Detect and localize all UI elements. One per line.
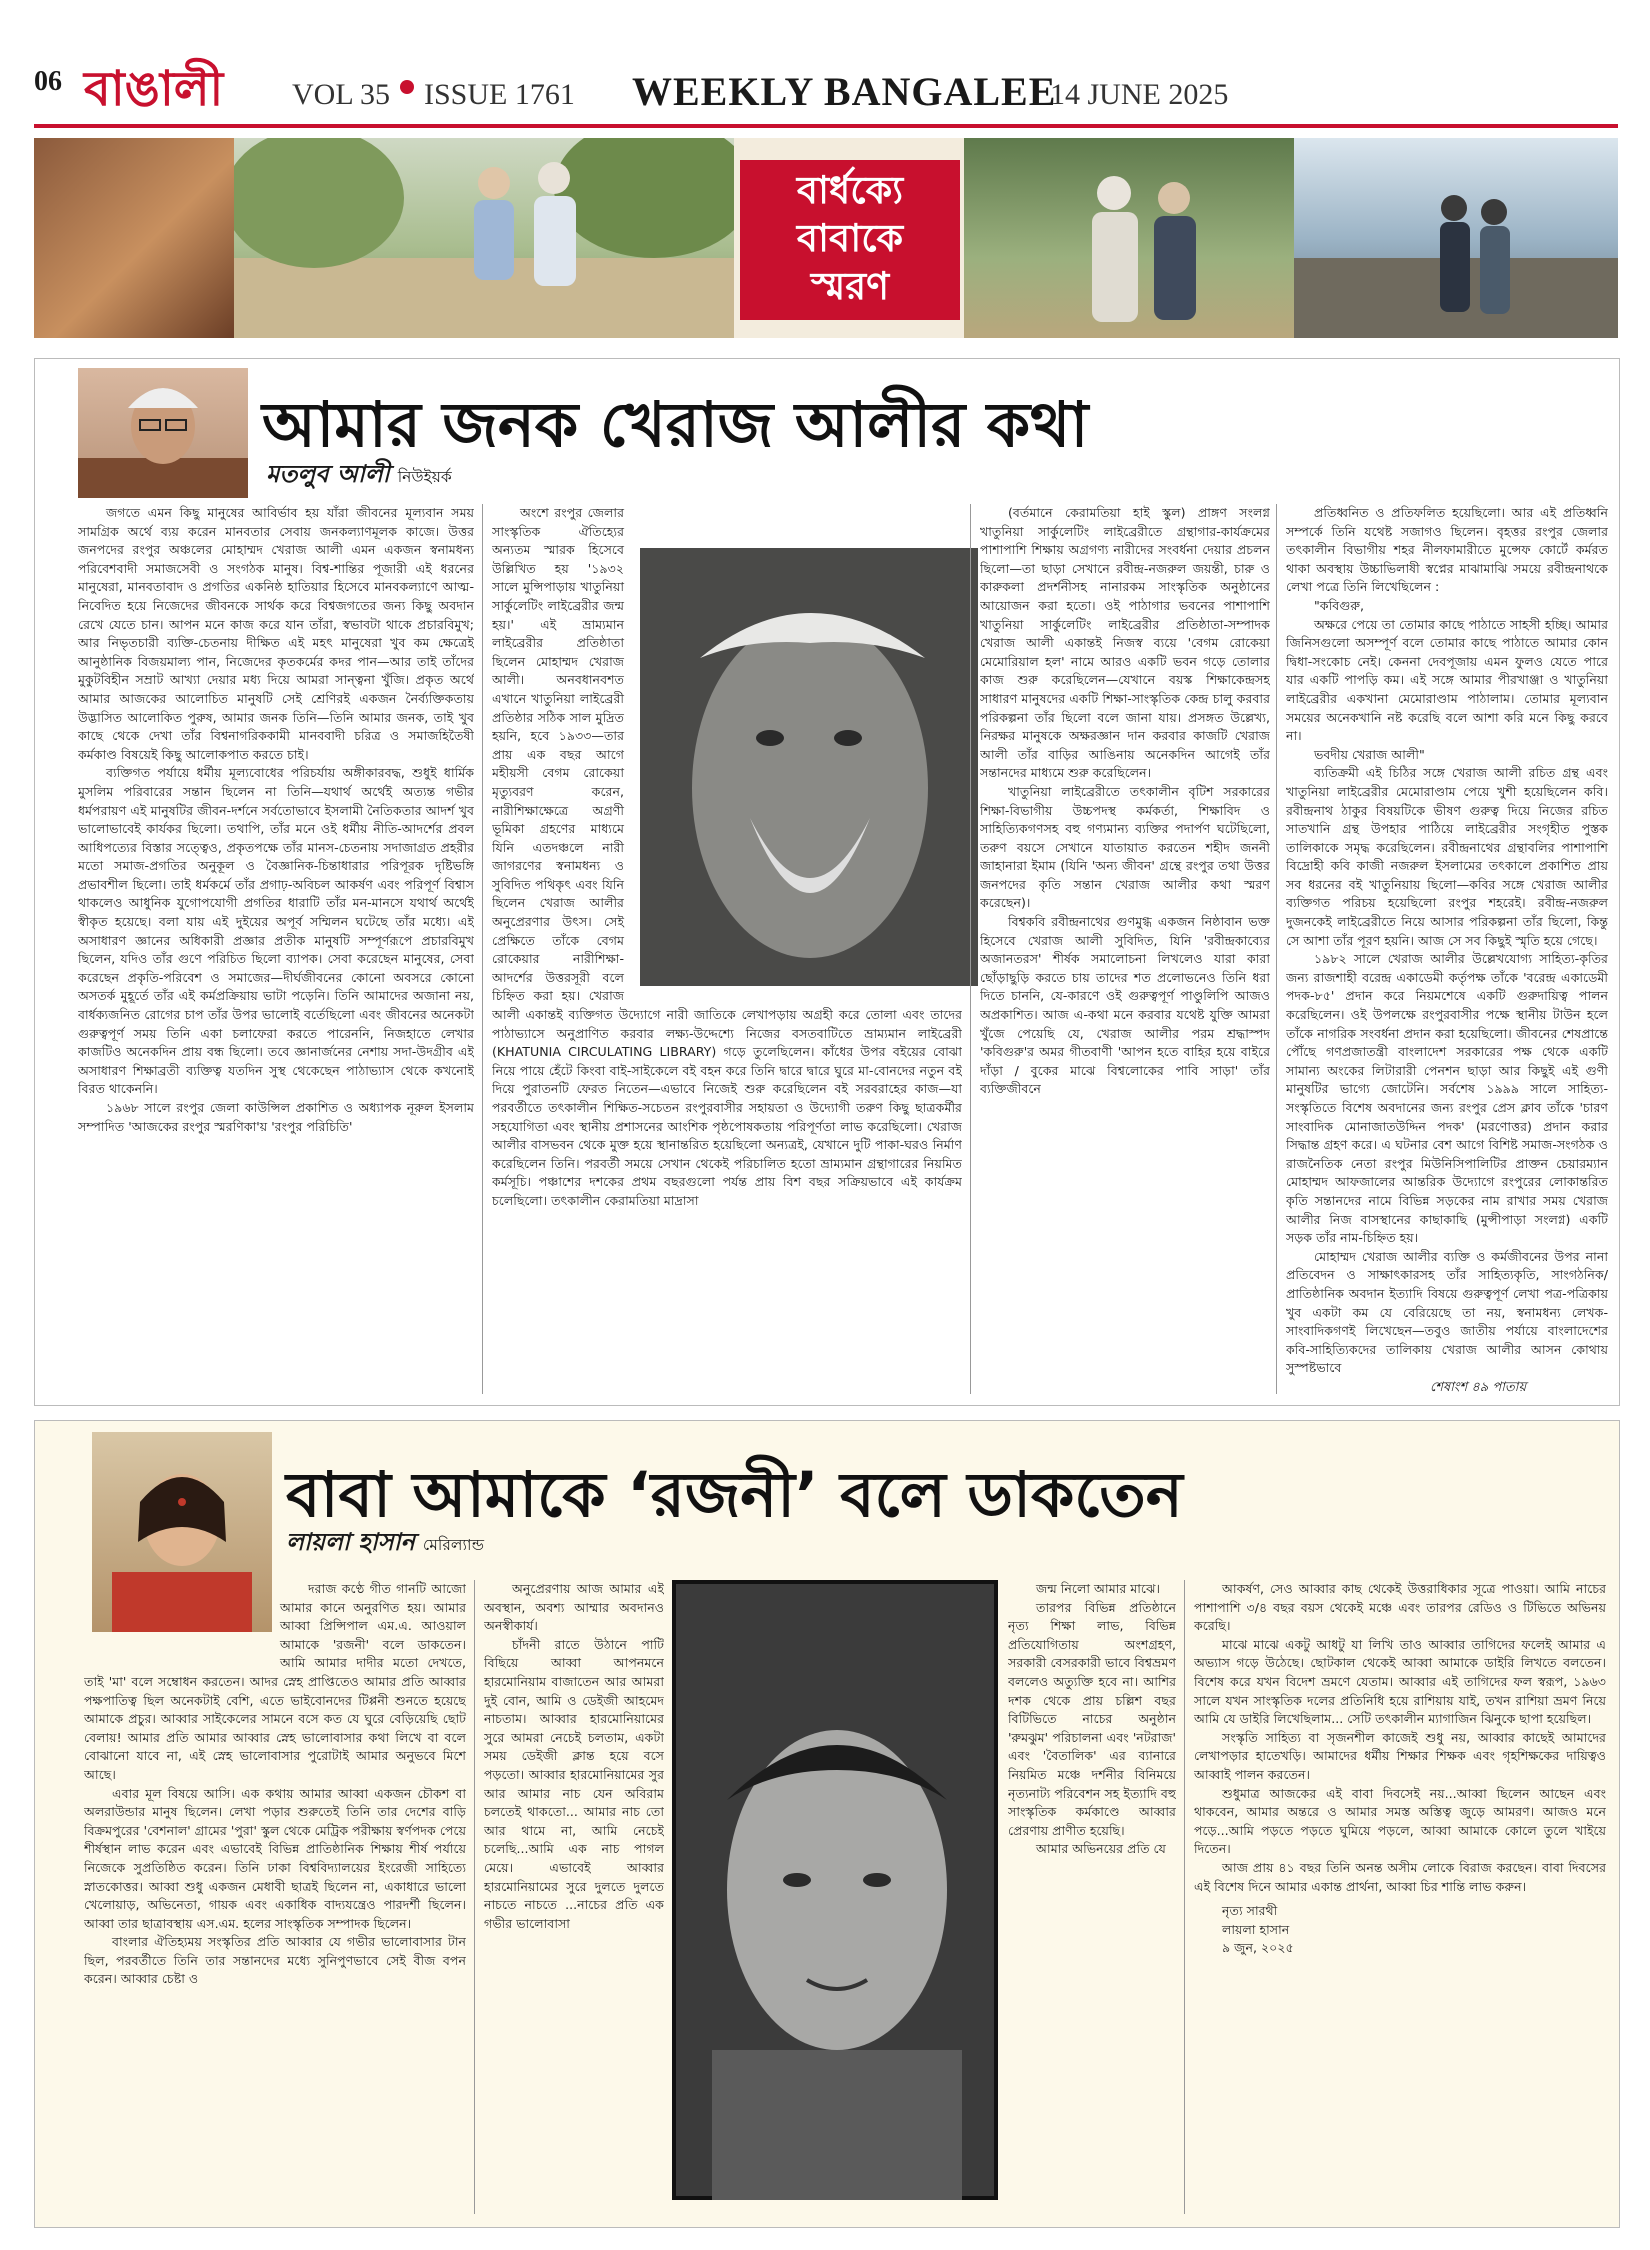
byline (266, 456, 452, 496)
signature-block (1194, 1902, 1606, 1958)
column-divider (1184, 1580, 1185, 2214)
paragraph: অনুপ্রেরণায় আজ আমার এই অবস্থান, অবশ্য আম্মার অবদানও অনস্বীকার্য। (484, 1581, 664, 1634)
paper-name: WEEKLY BANGALEE (632, 69, 1057, 114)
paragraph: বাংলার ঐতিহ্যময় সংস্কৃতির প্রতি আব্বার যে গভীর ভালোবাসার টান ছিল, পরবর্তীতে তিনি তার সন্তানদের মধ্যে সুনিপুণভাবে সেই বীজ বপন করেন। আব্বার চেষ্টা ও (84, 1934, 466, 1987)
letter-signoff: ভবদীয় খেরাজ আলী" (1314, 746, 1425, 762)
volume-label: VOL 35 (292, 78, 391, 111)
banner-heading (740, 160, 960, 320)
newspaper-logo: বাঙালী (84, 61, 224, 117)
author-name: মতলুব আলী (266, 460, 390, 488)
paragraph: প্রতিধ্বনিত ও প্রতিফলিত হয়েছিলো। আর এই প্রতিধ্বনি সম্পর্কে তিনি যথেষ্ট সজাগও ছিলেন। বৃহত্তর রংপুর জেলার তৎকালীন বিভাগীয় শহর নীলফামারীতে মুন্সেফ কোর্টে কর্মরত থাকা অবস্থায় উচ্চাভিলাষী স্বপ্নের মাঝামাঝি সময়ে রবীন্দ্রনাথকে লেখা পত্রে তিনি লিখেছিলেন : (1286, 505, 1608, 595)
letter-body: অক্ষরে পেয়ে তা তোমার কাছে পাঠাতে সাহসী হচ্ছি। আমার জিনিসগুলো অসম্পূর্ণ বলে তোমার কাছে পাঠাতে আমার কোন দ্বিধা-সংকোচ নেই। কেননা দেবপূজায় এমন ফুলও যেতে পারে যার একটি পাপড়ি কম। এই সঙ্গে আমার পীরখাঞ্জা ও খাতুনিয়া লাইব্রেরীর একখানা মেমোরাণ্ডাম পাঠালাম। তোমার মূল্যবান সময়ের অনেকখানি নষ্ট করেছি বলে আশা করি মনে কিছু করবে না। (1286, 616, 1608, 744)
article-title: আমার জনক খেরাজ আলীর কথা (262, 388, 1089, 461)
banner-photo-hands (34, 138, 234, 338)
paragraph: সংস্কৃতি সাহিত্য বা সৃজনশীল কাজেই শুধু নয়, আব্বার কাছেই আমাদের লেখাপড়ার হাতেখড়ি। আমাদের ধর্মীয় শিক্ষার শিক্ষক এবং গৃহশিক্ষকের দায়িত্বও আব্বাই পালন করতেন। (1194, 1729, 1606, 1782)
banner-photo-elderly-pair (964, 138, 1294, 338)
author-location: নিউইয়র্ক (397, 468, 452, 486)
article-column (492, 504, 962, 1394)
paragraph: মাঝে মাঝে একটু আধটু যা লিখি তাও আব্বার তাগিদের ফলেই আমার এ অভ্যাস গড়ে উঠেছে। ছোটকাল থেকেই আব্বা আমাকে ডাইরি লিখতে বলতেন। বিশেষ করে যখন বিদেশ ভ্রমণে যেতাম। আব্বার এই তাগিদের ফল স্বরূপ, ১৯৬৩ সালে যখন সাংস্কৃতিক দলের প্রতিনিধি হয়ে রাশিয়ায় যাই, তখন রাশিয়া ভ্রমণ নিয়ে আমি যে ডাইরি লিখেছিলাম... সেটি তৎকালীন ম্যাগাজিন ঝিনুকে ছাপা হয়েছিল। (1194, 1636, 1606, 1727)
banner-heading-line: বার্ধক্যে (796, 168, 904, 212)
paragraph: আমার অভিনয়ের প্রতি যে (1036, 1841, 1166, 1857)
banner-heading-line: স্মরণ (810, 264, 890, 308)
paragraph: আকর্ষণ, সেও আব্বার কাছ থেকেই উত্তরাধিকার সূত্রে পাওয়া। আমি নাচের পাশাপাশি ৩/৪ বছর বয়স থেকেই মঞ্চে এবং তারপর রেডিও ও টিভিতে অভিনয় করেছি। (1194, 1581, 1606, 1634)
paragraph: জগতে এমন কিছু মানুষের আবির্ভাব হয় যাঁরা জীবনের মূল্যবান সময় সামগ্রিক অর্থে ব্যয় করেন মানবতার সেবায় জনকল্যাণমূলক কাজে। উত্তর জনপদের রংপুর অঞ্চলের মোহাম্মদ খেরাজ আলী এমন একজন স্বনামধন্য পরিবেশবাদী সমাজসেবী ও সংগঠক মানুষ। বিশ্ব-শান্তির পূজারী এই ধরনের মানুষেরা, মানবতাবাদ ও প্রগতির একনিষ্ঠ হাতিয়ার হিসেবে মানবকল্যাণে আত্ম-নিবেদিত হয়ে নিজেদের জীবনকে সার্থক করে বিশ্বজগতের জন্য কিছু অবদান রেখে যেতে চান। আপন মনে কাজ করে যান তাঁরা, স্বভাবটা থাকে প্রচারবিমুখ; আর নিভৃতচারী ব্যক্তি-চেতনায় দীক্ষিত এই মহৎ মানুষেরা খুব কম ক্ষেত্রেই আনুষ্ঠানিক বিজয়মাল্য পান, নিজেদের কৃতকর্মের কদর পান—আর তাই তাঁদের মুকুটবিহীন সম্রাট আখ্যা দেয়ার মধ্য দিয়ে আমরা সান্ত্বনা খুঁজি। প্রকৃত অর্থে আমার আজকের আলোচিত মানুষটি সেই শ্রেণিরই একজন নৈর্ব্যক্তিকতায় উদ্ভাসিত আলোকিত পুরুষ, আমার জনক তিনি—তিনি আমার জনক, তাই খুব কাছে থেকে দেখা তাঁর বিশ্বনাগরিককামী মানববাদী চরিত্র ও সমাজহিতৈষী কর্মকাণ্ড বিষয়েই কিছু আলোকপাত করতে চাই। (78, 505, 474, 762)
page-number: 06 (34, 66, 62, 97)
letter-salutation: "কবিগুরু, (1314, 597, 1365, 613)
photo-spacer (624, 504, 962, 1004)
author-name: লায়লা হাসান (286, 1528, 415, 1556)
article-column (1286, 504, 1608, 1376)
signature-line: ৯ জুন, ২০২৫ (1222, 1940, 1294, 1956)
issue-date: 14 JUNE 2025 (1050, 78, 1229, 111)
paragraph: (বর্তমানে কেরামতিয়া হাই স্কুল) প্রাঙ্গণ সংলগ্ন খাতুনিয়া সার্কুলেটিং লাইব্রেরীতে গ্রন্থাগার-কার্যক্রমের পাশাপাশি শিক্ষায় অগ্রগণ্য নারীদের সংবর্ধনা দেয়ার প্রচলন ছিলো—তা ছাড়া সেখানে রবীন্দ্র-নজরুল জয়ন্তী, চারু ও কারুকলা প্রদর্শনীসহ নানারকম সাংস্কৃতিক অনুষ্ঠানের আয়োজন করা হতো। ওই পাঠাগার ভবনের পাশাপাশি খাতুনিয়া সার্কুলেটিং লাইব্রেরীর প্রতিষ্ঠাতা-সম্পাদক খেরাজ আলী একান্তই নিজস্ব ব্যয়ে 'বেগম রোকেয়া মেমোরিয়াল হল' নামে আরও একটি ভবন গড়ে তোলার কাজ শুরু করেছিলেন—যেখানে বয়স্ক শিক্ষাকেন্দ্রসহ সাধারণ মানুষদের একটি শিক্ষা-সাংস্কৃতিক কেন্দ্র চালু করবার পরিকল্পনা তাঁর ছিলো বলে জানা যায়। প্রসঙ্গত উল্লেখ্য, নিরক্ষর মানুষকে অক্ষরজ্ঞান দান করবার কাজটি খেরাজ আলী তাঁর বাড়ির আঙিনায় অনেকদিন আগেই তাঁর সন্তানদের মাধ্যমে শুরু করেছিলেন। (980, 505, 1270, 781)
article-column (1008, 1580, 1176, 2214)
article-title: বাবা আমাকে ‘রজনী’ বলে ডাকতেন (286, 1458, 1183, 1531)
banner-photo-walking-couple (234, 138, 734, 338)
photo-spacer (84, 1580, 280, 1666)
signature-line: লায়লা হাসান (1222, 1921, 1290, 1937)
paragraph: ব্যক্তিগত পর্যায়ে ধর্মীয় মূল্যবোধের পরিচর্যায় অঙ্গীকারবদ্ধ, শুধুই ধার্মিক মুসলিম পরিবারের সন্তান ছিলেন না তিনি—যথার্থ অর্থেই অত্যন্ত গভীর ধর্মপরায়ণ এই মানুষটির জীবন-দর্শনে সর্বতোভাবে ইসলামী নৈতিকতার আদর্শ খুব ভালোভাবেই কার্যকর ছিলো। তথাপি, তাঁর মনে ওই ধর্মীয় নীতি-আদর্শের প্রবল আধিপত্যের বিস্তার সত্ত্বেও, প্রকৃতপক্ষে তাঁর মানস-চেতনায় সদাজাগ্রত প্রহরীর মতো সমাজ-প্রগতির অনুকূল ও বৈজ্ঞানিক-চিন্তাধারার পরিপূরক দৃষ্টিভঙ্গি প্রভাবশীল ছিলো। তাই ধর্মকর্মে তাঁর প্রগাঢ়-অবিচল আকর্ষণ এবং পরিপূর্ণ বিশ্বাস থাকলেও আধুনিক যুগোপযোগী প্রগতির ধারাটি তাঁর মন-মানসে যথার্থ অর্থেই স্বীকৃত হয়েছে। বলা যায় এই দুইয়ের অপূর্ব সম্মিলন ঘটেছে তাঁর মধ্যে। এই অসাধারণ জ্ঞানের অধিকারী প্রজ্ঞার প্রতীক মানুষটি সম্পূর্ণরূপে প্রচারবিমুখ ছিলেন, যদিও তাঁর গুণে পরিচিত ছিলো ব্যাপক। সেবা করেছেন মানুষের, সেবা করেছেন প্রকৃতি-পরিবেশ ও সমাজের—দীর্ঘজীবনের কোনো অবসরে কোনো অসতর্ক মুহূর্তে তাঁর এই কর্মপ্রক্রিয়ায় ভাটা পড়েনি। তিনি আমাদের অজানা নয়, বার্ধক্যজনিত রোগের চাপ তাঁর উপর ভালোই বর্তেছিলো এবং জীবনের অনেকটা গুরুত্বপূর্ণ সময় তিনি একা চলাফেরা করতে পারেননি, নিজহাতে লেখার কাজটিও অনেকদিন প্রায় বন্ধ ছিলো। তবে জ্ঞানার্জনের নেশায় সদা-উদগ্রীব এই অসাধারণ শিক্ষাব্রতী ব্যক্তিত্ব যতদিন সুস্থ থেকেছেন পাঠাভ্যাস থেকে কখনোই বিরত থাকেননি। (78, 765, 474, 1097)
column-divider (482, 504, 483, 1394)
banner-heading-line: বাবাকে (796, 216, 904, 260)
father-photo (672, 1580, 998, 2200)
paragraph: চাঁদনী রাতে উঠানে পাটি বিছিয়ে আব্বা আপনমনে হারমোনিয়াম বাজাতেন আর আমরা দুই বোন, আমি ও ডেইজী আহমেদ নাচতাম। আব্বার হারমোনিয়ামের সুরে আমরা নেচেই চলতাম, একটা সময় ডেইজী ক্লান্ত হয়ে বসে পড়তো। আব্বার হারমোনিয়ামের সুর আর আমার নাচ যেন অবিরাম চলতেই থাকতো... আমার নাচ তো আর থামে না, আমি নেচেই চলেছি...আমি এক নাচ পাগল মেয়ে। এভাবেই আব্বার হারমোনিয়ামের সুরে দুলতে দুলতে নাচতে নাচতে ...নাচের প্রতি এক গভীর ভালোবাসা (484, 1636, 664, 1931)
signature-line: নৃত্য সারথী (1222, 1903, 1278, 1919)
masthead-rule (34, 124, 1618, 128)
column-divider (1276, 504, 1277, 1394)
article-column (84, 1580, 466, 2214)
column-divider (474, 1580, 475, 2214)
issue-label: ISSUE 1761 (424, 78, 575, 111)
author-location: মেরিল্যান্ড (422, 1536, 485, 1554)
paragraph: ১৯৮২ সালে খেরাজ আলীর উল্লেখযোগ্য সাহিত্য-কৃতির জন্য রাজশাহী বরেন্দ্র একাডেমী কর্তৃপক্ষ তাঁকে 'বরেন্দ্র একাডেমী পদক-৮৫' প্রদান করে নিয়মশেষে একটি গুরুদায়িত্ব পালন করেছিলেন। ওই উপলক্ষে রংপুরবাসীর পক্ষে স্থানীয় টাউন হলে তাঁকে নাগরিক সংবর্ধনা প্রদান করা হয়েছিলো। জীবনের শেষপ্রান্তে পৌঁছে গণপ্রজাতন্ত্রী বাংলাদেশ সরকারের পক্ষ থেকে একটি সামান্য অংকের লিটারারী পেনশন ছাড়া আর কিছুই এই গুণী মানুষটির ভাগ্যে জোটেনি। সর্বশেষ ১৯৯৯ সালে সাহিত্য-সংস্কৃতিতে বিশেষ অবদানের জন্য রংপুর প্রেস ক্লাব তাঁকে 'চারণ সাংবাদিক মোনাজাতউদ্দিন পদক' (মরণোত্তর) প্রদান করার সিদ্ধান্ত গ্রহণ করে। এ ঘটনার বেশ আগে বিশিষ্ট সমাজ-সংগঠক ও রাজনৈতিক নেতা রংপুর মিউনিসিপালিটির প্রাক্তন চেয়ারম্যান মোহাম্মদ আফজালের আন্তরিক উদ্যোগে রংপুরের লোকান্তরিত কৃতি সন্তানদের নামে বিভিন্ন সড়কের নাম রাখার সময় খেরাজ আলীর নিজ বাসস্থানের কাছাকাছি (মুন্সীপাড়া সংলগ্ন) একটি সড়ক তাঁর নাম-চিহ্নিত হয়। (1286, 951, 1608, 1246)
paragraph: জন্ম নিলো আমার মাঝে। (1036, 1581, 1161, 1596)
paragraph: মোহাম্মদ খেরাজ আলীর ব্যক্তি ও কর্মজীবনের উপর নানা প্রতিবেদন ও সাক্ষাৎকারসহ তাঁর সাহিত্যকৃতি, সাংগঠনিক/প্রাতিষ্ঠানিক অবদান ইত্যাদি বিষয়ে গুরুত্বপূর্ণ লেখা পত্র-পত্রিকায় খুব একটা কম যে বেরিয়েছে তা নয়, স্বনামধন্য লেখক-সাংবাদিকগণই লিখেছেন—তবুও জাতীয় পর্যায়ে বাংলাদেশের কবি-সাহিত্যিকদের তালিকায় খেরাজ আলীর আসন কোথায় সুস্পষ্টভাবে (1286, 1248, 1608, 1376)
separator-dot-icon (400, 80, 414, 94)
author-photo (78, 368, 248, 498)
article-column (1194, 1580, 1606, 2214)
paragraph: ১৯৬৮ সালে রংপুর জেলা কাউন্সিল প্রকাশিত ও অধ্যাপক নূরুল ইসলাম সম্পাদিত 'আজকের রংপুর স্মরণিকা'য় 'রংপুর পরিচিতি' (78, 1100, 474, 1134)
paragraph: তারপর বিভিন্ন প্রতিষ্ঠানে নৃত্য শিক্ষা লাভ, বিভিন্ন প্রতিযোগিতায় অংশগ্রহণ, সরকারী বেসরকারী ভাবে বিশ্বভ্রমণ বললেও অত্যুক্তি হবে না। আশির দশক থেকে প্রায় চল্লিশ বছর বিটিভিতে নাচের অনুষ্ঠান 'রুমঝুম' পরিচালনা এবং 'নটরাজ' এবং 'বৈতালিক' এর ব্যানারে নিয়মিত মঞ্চে দর্শনীর বিনিময়ে নৃত্যনাট্য পরিবেশন সহ ইত্যাদি বহু সাংস্কৃতিক কর্মকাণ্ডে আব্বার প্রেরণায় প্রাণীত হয়েছি। (1008, 1599, 1176, 1838)
banner-photo-seaside (1294, 138, 1618, 338)
paragraph: বিশ্বকবি রবীন্দ্রনাথের গুণমুগ্ধ একজন নিষ্ঠাবান ভক্ত হিসেবে খেরাজ আলী সুবিদিত, যিনি 'রবীন্দ্রকাব্যের অজানতরস' শীর্ষক সমালোচনা লিখলেও যারা কারা ছোঁড়াছুড়ি করতে চায় তাদের শত প্রলোভনেও তিনি ধরা দিতে চাননি, যে-কারণে ওই গুরুত্বপূর্ণ পাণ্ডুলিপি আজও অপ্রকাশিত। আজ এ-কথা মনে করবার যথেষ্ট যুক্তি আমরা খুঁজে পেয়েছি যে, খেরাজ আলীর পরম শ্রদ্ধাস্পদ 'কবিগুরু'র অমর গীতবাণী 'আপন হতে বাহির হয়ে বাইরে দাঁড়া / বুকের মাঝে বিশ্বলোকের পাবি সাড়া' তাঁর ব্যক্তিজীবনে (980, 914, 1270, 1097)
article-column (980, 504, 1270, 1394)
column-divider (970, 504, 971, 1394)
article-column (484, 1580, 664, 2214)
paragraph: এবার মূল বিষয়ে আসি। এক কথায় আমার আব্বা একজন চৌকশ বা অলরাউন্ডার মানুষ ছিলেন। লেখা পড়ার শুরুতেই তিনি তার দেশের বাড়ি বিক্রমপুরের 'বেশনাল' গ্রামের 'পুরা' স্কুল থেকে মেট্রিক পরীক্ষায় স্বর্ণপদক পেয়ে শীর্ষস্থান লাভ করেন এবং এভাবেই বিভিন্ন প্রাতিষ্ঠানিক শিক্ষায় শীর্ষ পর্যায়ে নিজেকে সুপ্রতিষ্ঠিত করেন। তিনি ঢাকা বিশ্ববিদ্যালয়ের ইংরেজী সাহিত্যে স্নাতকোত্তর। আব্বা শুধু একজন মেধাবী ছাত্রই ছিলেন না, একাধারে ভালো খেলোয়াড়, অভিনেতা, গায়ক এবং একাধিক বাদ্যযন্ত্রেও পারদর্শী ছিলেন। আব্বা তার ছাত্রাবস্থায় এস.এম. হলের সাংস্কৃতিক সম্পাদক ছিলেন। (84, 1785, 466, 1931)
paragraph: অংশে রংপুর জেলার সাংস্কৃতিক ঐতিহ্যের অন্যতম স্মারক হিসেবে উল্লিখিত হয় '১৯৩২ সালে মুন্সিপাড়ায় খাতুনিয়া সার্কুলেটিং লাইব্রেরীর জন্ম হয়।' এই ভ্রাম্যমান লাইব্রেরীর প্রতিষ্ঠাতা ছিলেন মোহাম্মদ খেরাজ আলী। অনবধানবশত এখানে খাতুনিয়া লাইব্রেরী প্রতিষ্ঠার সঠিক সাল মুদ্রিত হয়নি, হবে ১৯৩৩—তার প্রায় এক বছর আগে মহীয়সী বেগম রোকেয়া মৃত্যুবরণ করেন, নারীশিক্ষাক্ষেত্রে অগ্রণী ভূমিকা গ্রহণের মাধ্যমে যিনি এতদঞ্চলে নারী জাগরণের স্বনামধন্য ও সুবিদিত পথিকৃৎ এবং যিনি ছিলেন খেরাজ আলীর অনুপ্রেরণার উৎস। সেই প্রেক্ষিতে তাঁকে বেগম রোকেয়ার নারীশিক্ষা-আদর্শের উত্তরসূরী বলে চিহ্নিত করা হয়। খেরাজ আলী একান্তই ব্যক্তিগত উদ্যোগে নারী জাতিকে লেখাপড়ায় অগ্রহী করে তোলা এবং তাদের পাঠাভ্যাসে অনুপ্রাণিত করবার লক্ষ্য-উদ্দেশ্যে নিজের বসতবাটিতে ভ্রাম্যমান লাইব্রেরী (KHATUNIA CIRCULATING LIBRARY) গড়ে তুলেছিলেন। কাঁধের উপর বইয়ের বোঝা নিয়ে পায়ে হেঁটে কিংবা বাই-সাইকেলে বই বহন করে তিনি দ্বারে দ্বারে ঘুরে মা-বোনদের নতুন বই দিয়ে পুরাতনটি ফেরত নিতেন—এভাবে নিজেই শুরু করেছিলেন বই সরবরাহের কাজ—যা পরবর্তীতে তৎকালীন শিক্ষিত-সচেতন রংপুরবাসীর সহায়তা ও উদ্যোগী তরুণ কিছু ছাত্রকর্মীর সহযোগিতা এবং স্থানীয় প্রশাসনের আংশিক পৃষ্ঠপোষকতায় পরিপূর্ণতা লাভ করেছিলো। খেরাজ আলীর বাসভবন থেকে মুক্ত হয়ে স্থানান্তরিত হয়েছিলো অন্যত্রই, যেখানে দুটি পাকা-ঘরও নির্মাণ করেছিলেন তিনি। পরবর্তী সময়ে সেখান থেকেই পরিচালিত হতো ভ্রাম্যমান গ্রন্থাগারের নিয়মিত কর্মসূচি। পঞ্চাশের দশকের প্রথম বছরগুলো পর্যন্ত প্রায় বিশ বছর সক্রিয়ভাবে এই কার্যক্রম চলেছিলো। তৎকালীন কেরামতিয়া মাদ্রাসা (492, 505, 962, 1208)
continued-note: শেষাংশ ৪৯ পাতায় (1430, 1380, 1527, 1395)
article-column (78, 504, 474, 1394)
byline (286, 1524, 484, 1564)
paragraph: দরাজ কণ্ঠে গীত গানটি আজো আমার কানে অনুরণিত হয়। আমার আব্বা প্রিন্সিপাল এম.এ. আওয়াল আমাকে 'রজনী' বলে ডাকতেন। আমি আমার দাদীর মতো দেখতে, তাই 'মা' বলে সম্বোধন করতেন। আদর স্নেহ প্রাপ্তিতেও আমার প্রতি আব্বার পক্ষপাতিত্ব ছিল অনেকটাই বেশি, এতে ভাইবোনদের টিপ্পনী শুনতে হয়েছে আমাকে প্রচুর। আব্বার সাইকেলের সামনে বসে কত যে ঘুরে বেড়িয়েছি ছোট বেলায়! আমার প্রতি আমার আব্বার স্নেহ ভালোবাসার কথা লিখে বা বলে বোঝানো যাবে না, এই স্নেহ ভালোবাসার পুরোটাই আমার অনুভবে মিশে আছে। (84, 1581, 466, 1782)
paragraph: শুধুমাত্র আজকের এই বাবা দিবসেই নয়...আব্বা ছিলেন আছেন এবং থাকবেন, আমার অন্তরে ও আমার সমস্ত অস্তিত্ব জুড়ে আমরণ। আজও মনে পড়ে...আমি পড়তে পড়তে ঘুমিয়ে পড়লে, আব্বা আমাকে কোলে তুলে খাইয়ে দিতেন। (1194, 1785, 1606, 1857)
paragraph: আজ প্রায় ৪১ বছর তিনি অনন্ত অসীম লোকে বিরাজ করছেন। বাবা দিবসের এই বিশেষ দিনে আমার একান্ত প্রার্থনা, আব্বা চির শান্তি লাভ করুন। (1194, 1859, 1606, 1894)
paragraph: ব্যতিক্রমী এই চিঠির সঙ্গে খেরাজ আলী রচিত গ্রন্থ এবং খাতুনিয়া লাইব্রেরীর মেমোরাণ্ডাম পেয়ে খুশী হয়েছিলেন কবি। রবীন্দ্রনাথ ঠাকুর বিষয়টিকে ভীষণ গুরুত্ব দিয়ে নিজের রচিত সাতখানি গ্রন্থ উপহার পাঠিয়ে লাইব্রেরীর সংগৃহীত পুস্তক তালিকাকে সমৃদ্ধ করেছিলেন। রবীন্দ্রনাথের গ্রন্থাবলির পাশাপাশি বিদ্রোহী কবি কাজী নজরুল ইসলামের তৎকালে প্রকাশিত প্রায় সব ধরনের বই খাতুনিয়ায় ছিলো—কবির সঙ্গে খেরাজ আলীর ব্যক্তিগত পরিচয় হয়েছিলো রংপুর শহরেই। রবীন্দ্র-নজরুল দুজনকেই লাইব্রেরীতে নিয়ে আসার পরিকল্পনা তাঁর ছিলো, কিন্তু সে আশা তাঁর পূরণ হয়নি। আজ সে সব কিছুই স্মৃতি হয়ে গেছে। (1286, 765, 1608, 948)
paragraph: খাতুনিয়া লাইব্রেরীতে তৎকালীন বৃটিশ সরকারের শিক্ষা-বিভাগীয় উচ্চপদস্থ কর্মকর্তা, শিক্ষাবিদ ও সাহিত্যিকগণসহ বহু গণ্যমান্য ব্যক্তির পদার্পণ ঘটেছিলো, তরুণ বয়সে সেখানে যাতায়াত করতেন শহীদ জননী জাহানারা ইমাম (যিনি 'অন্য জীবন' গ্রন্থে রংপুর তথা উত্তর জনপদের কৃতি সন্তান খেরাজ আলীর কথা স্মরণ করেছেন)। (980, 783, 1270, 911)
